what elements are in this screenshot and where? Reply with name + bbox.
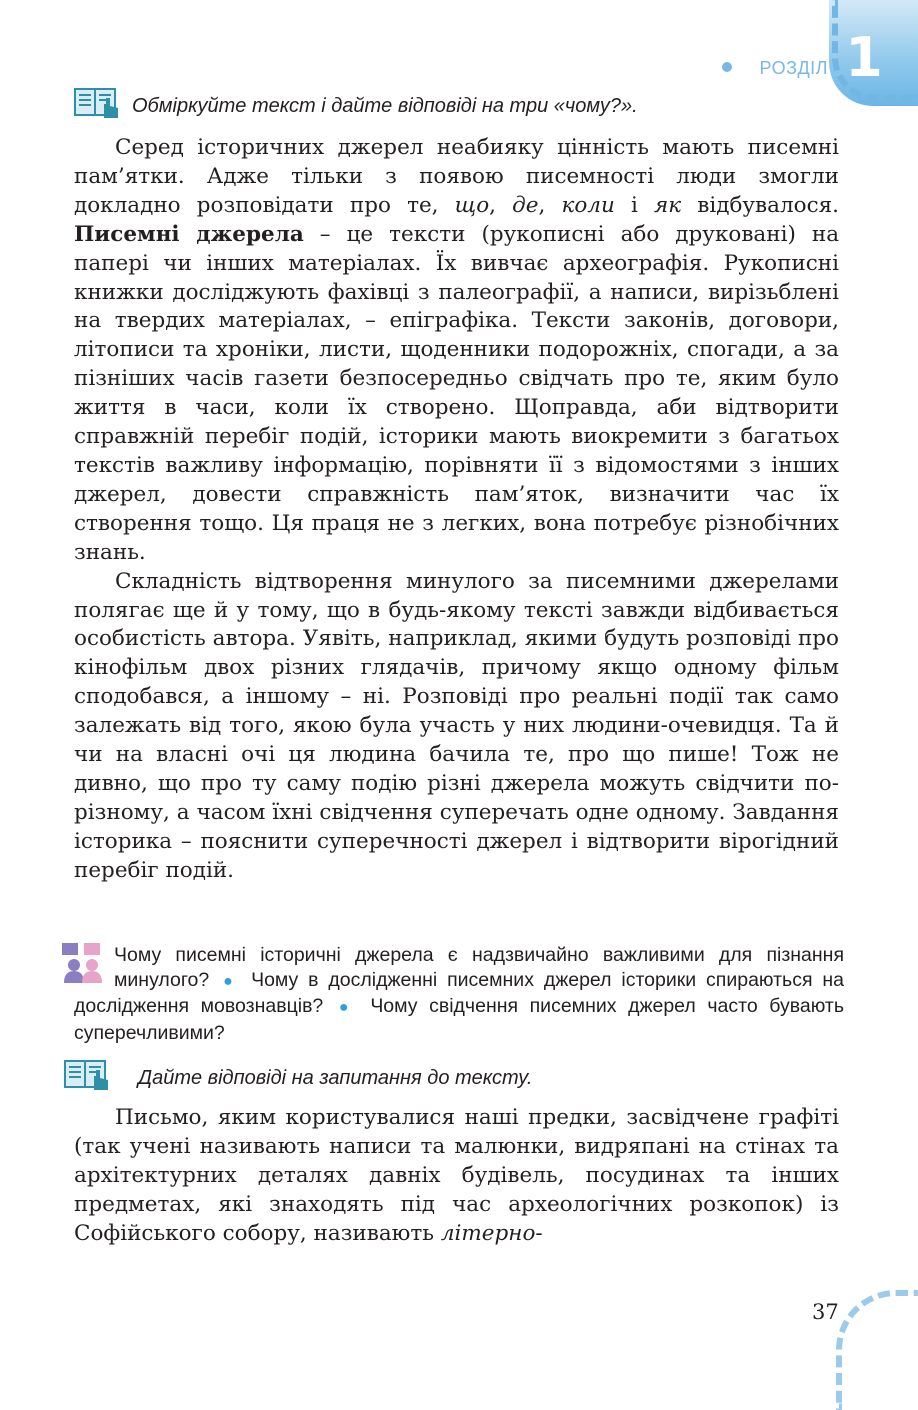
italic-word-when: коли	[561, 192, 615, 218]
paragraph-3-italic-end: літерно-	[440, 1220, 543, 1246]
task-prompt-2-text: Дайте відповіді на запитання до тексту.	[138, 1066, 533, 1089]
term-written-sources: Писемні джерела	[74, 221, 304, 247]
question-bullet-1: ●	[223, 972, 238, 990]
sep-1: ,	[489, 192, 513, 218]
italic-word-how: як	[654, 192, 682, 218]
task-prompt-2	[64, 1058, 532, 1098]
chapter-bullet	[722, 62, 732, 72]
bottom-corner-decoration	[836, 1290, 918, 1410]
chapter-number: 1	[845, 26, 883, 89]
paragraph-1-text-b: – це тексти (рукописні або друковані) на папері чи інших матеріалах. Їх вивчає археографія. Рукописні книжки досліджують фахівці з палеографії, а написи, вирізьблені на твердих матеріалах, – епіграфіка. Тексти законів, договори, літописи та хроніки, листи, щоденники подорожніх, спогади, а за пізніших часів газети безпосередньо свідчать про те, яким було життя в часи, коли їх створено. Щоправда, аби відтворити справжній перебіг подій, історики мають виокремити з багатьох текстів важливу інформацію, порівняти її з відомостями з інших джерел, довести справжність пам’яток, визначити час їх створення тощо. Ця праця не з легких, вона потребує різнобічних знань.	[74, 221, 840, 565]
task-prompt-1-text: Обміркуйте текст і дайте відповіді на три «чому?».	[132, 94, 638, 117]
question-bullet-2: ●	[338, 999, 355, 1016]
question-1: Чому писемні історичні джерела є надзвичайно важливими для пізнання минулого?	[114, 944, 844, 991]
paragraph-3-text: Письмо, яким користувалися наші предки, засвідчене графіті (так учені називають написи та малюнки, видряпані на стінах та архітектурних деталях давніх будівель, посудинах та інших предметах, які знаходять під час археологічних розкопок) із Софійського собору, називають	[74, 1105, 839, 1246]
paragraph-2: Складність відтворення минулого за писемними джерелами полягає ще й у тому, що в будь-якому тексті завжди відбивається особистість автора. Уявіть, наприклад, якими будуть розповіді про кінофільм двох різних глядачів, причому якщо одному фільм сподобався, а іншому – ні. Розповіді про реальні події так само залежать від того, якою була участь у них людини-очевидця. Та й чи на власні очі ця людина бачила те, про що пише! Тож не дивно, що про ту саму подію різні джерела можуть свідчити по-різному, а часом їхні свідчення суперечать одне одному. Завдання історика – пояснити суперечності джерел і відтворити вірогідний перебіг подій.	[74, 568, 839, 883]
sep-2: ,	[538, 192, 562, 218]
paragraph-3	[74, 1104, 839, 1249]
main-text	[74, 134, 839, 886]
discussion-people-icon	[62, 943, 108, 983]
book-finger-icon	[64, 1058, 112, 1098]
paragraph-1-text-a: Серед історичних джерел неабияку цінність мають писемні пам’ятки. Адже тільки з появою писемності люди змогли докладно розповідати про те,	[74, 135, 839, 218]
book-finger-icon	[74, 86, 122, 126]
task-prompt-1	[74, 86, 638, 126]
italic-word-where: де	[512, 192, 539, 218]
italic-word-what: що	[454, 192, 490, 218]
sep-3: і	[614, 192, 655, 218]
paragraph-1	[74, 134, 839, 568]
question-3: Чому свідчення писемних джерел часто бувають суперечливими?	[74, 995, 845, 1044]
question-2: Чому в дослідженні писемних джерел історики спираються на дослідження мовознавців?	[74, 968, 845, 1017]
main-text-2	[74, 1104, 839, 1249]
questions-block	[74, 943, 844, 1045]
chapter-label: РОЗДІЛ	[759, 58, 828, 78]
sep-4: відбувалося.	[681, 192, 840, 218]
page-number: 37	[812, 1300, 839, 1324]
